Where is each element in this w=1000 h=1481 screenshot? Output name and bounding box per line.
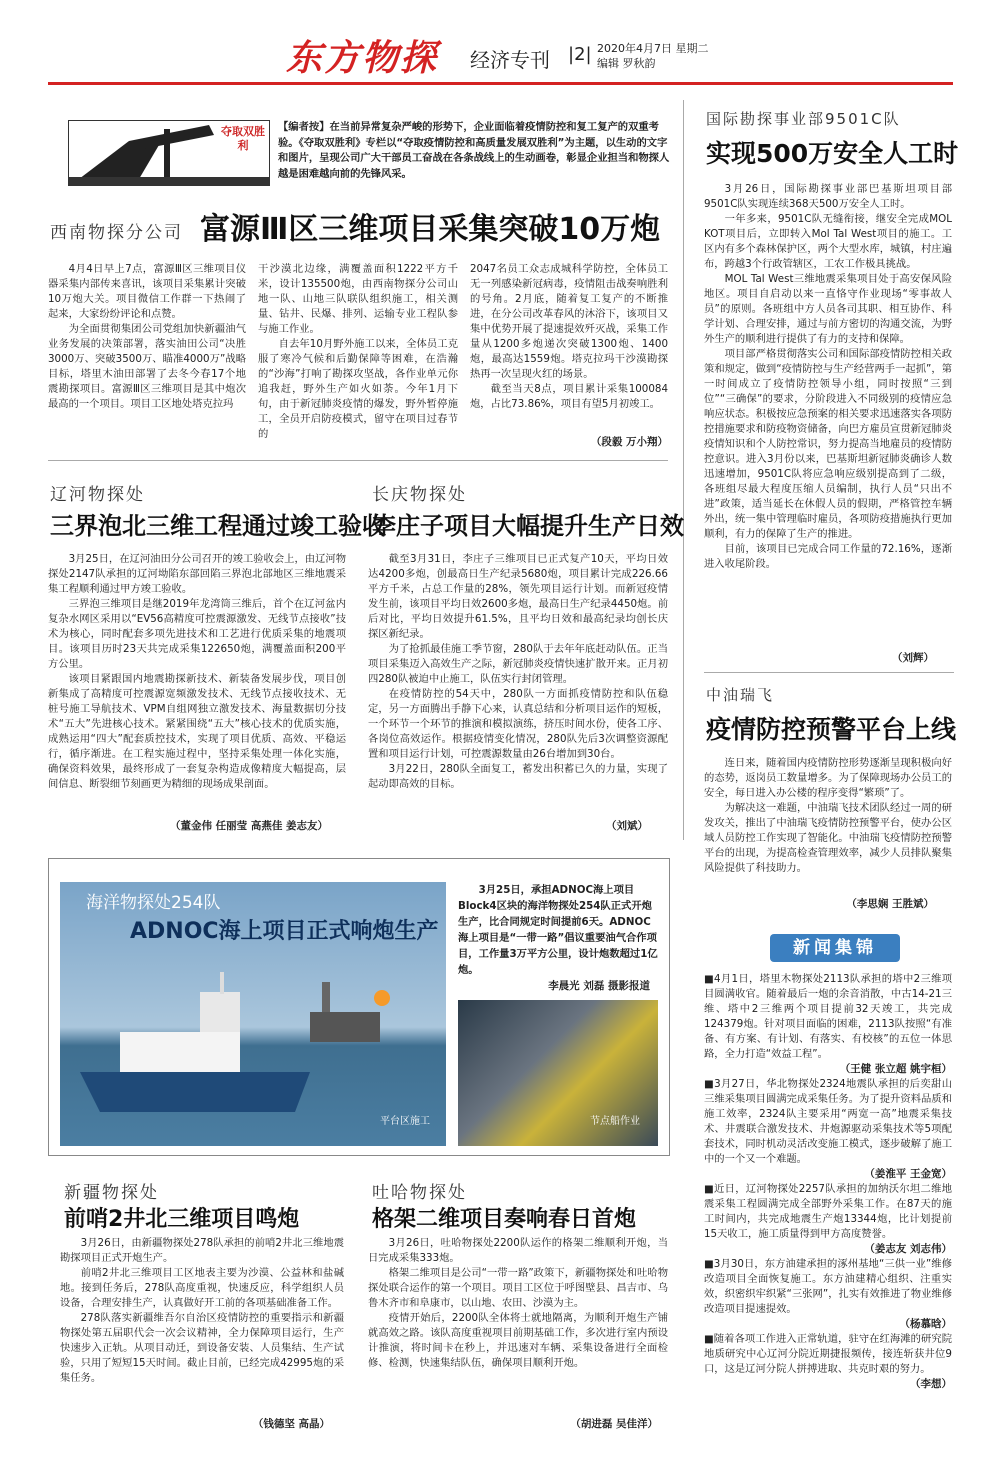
editor-note-logo-box [68, 120, 270, 186]
paragraph: 自去年10月野外施工以来，全体员工克服了寒冷气候和后勤保障等困难，在浩瀚的“沙海”打响了勘探攻坚战，各作业单元你追我赶，野外生产如火如荼。今年1月下旬，由于新冠肺炎疫情的爆发，野外暂停施工，全员开启防疫模式，留守在项目过春节的 [258, 338, 458, 440]
changqing-headline: 李庄子项目大幅提升生产日效 [372, 512, 684, 540]
changqing-section: 长庆物探处 [372, 485, 467, 505]
news-roundup-list [704, 972, 952, 1392]
list-item: ■4月1日，塔里木物探处2113队承担的塔中2三维项目圆满收官。随着最后一炮的余音消散，中古14-21三维、塔中2三维两个项目提前32天竣工，共完成124379炮。针对项目面临的困难，2113队按照“有准备、有方案、有计划、有落实、有校核”的五位一体思路，全力打造“效益工程”。 （王健 张立超 姚宇桓） [704, 973, 952, 1075]
list-item: ■3月30日，东方油建承担的涿州基地“三供一业”维修改造项目全面恢复施工。东方油建精心组织、注重实效，织密织牢织紧“三张网”，扎实有效推进了物业维修改造项目提速提效。 （杨慕晗） [704, 1258, 952, 1330]
news-roundup-banner: 新闻集锦 [770, 934, 900, 962]
changqing-credit: （刘斌） [606, 820, 648, 832]
divider [48, 460, 668, 461]
paragraph: 3月26日，由新疆物探处278队承担的前哨2井北三维地震勘探项目正式开炮生产。 [60, 1237, 344, 1264]
ruifei-section: 中油瑞飞 [706, 686, 775, 704]
paragraph: 目前，该项目已完成合同工作量的72.16%，逐渐进入收尾阶段。 [704, 543, 952, 570]
list-item: ■近日，辽河物探处2257队承担的加纳沃尔坦二维地震采集工程圆满完成全部野外采集工作。在87天的施工时间内，共完成地震生产炮13344炮，比计划提前15天收工，施工质量得到甲方高度赞誉。 （姜志友 刘志伟） [704, 1183, 952, 1255]
paragraph: 278队落实新疆维吾尔自治区疫情防控的重要指示和新疆物探处第五届职代会一次会议精神，全力保障项目运行，生产快速步入正轨。从项目动迁，到设备安装、人员集结、生产试验，只用了短短15天时间。截止目前，已经完成42995炮的采集任务。 [60, 1312, 344, 1384]
fuyuan-col-2 [258, 262, 458, 442]
xinjiang-headline: 前哨2井北三维项目鸣炮 [64, 1207, 300, 1232]
paragraph: 截至3月31日，李庄子三维项目已正式复产10天，平均日效达4200多炮，创最高日生产纪录5680炮，项目累计完成226.66平方千米，占总工作量的28%，领先项目运行计划。而新冠疫情发生前，该项目平均日效2600多炮，最高日生产纪录4450炮。前后对比，平均日效提升61.5%，且平均日效和最高纪录均创长庆探区新纪录。 [368, 553, 668, 640]
paragraph: 三界泡三维项目是继2019年龙湾筒三维后，首个在辽河盆内复杂水网区采用以“EV56高精度可控震源激发、无线节点接收”技术为核心，同时配套多项先进技术和工艺进行优质采集的地震项目。该项目历时23天共完成采集122650炮，满覆盖面积200平方公里。 [48, 598, 346, 670]
paragraph: 连日来，随着国内疫情防控形势逐渐呈现积极向好的态势，返岗员工数量增多。为了保障现场办公员工的安全，每日进入办公楼的程序变得“繁琐”了。 [704, 757, 952, 799]
photo-caption-platform: 平台区施工 [380, 1116, 430, 1127]
fuyuan-credit: （段毅 万小翔） [590, 436, 668, 448]
paragraph: 疫情开始后，2200队全体将士就地隔离，为顺利开炮生产铺就高效之路。该队高度重视项目前期基础工作，多次进行室内预设计推演，将时间卡在秒上，并迅速对车辆、采集设备进行全面检修、检测，快速集结队伍，确保项目顺利开炮。 [368, 1312, 668, 1369]
adnoc-section: 海洋物探处254队 [86, 893, 221, 913]
changqing-body [368, 552, 668, 792]
paragraph: 3月26日，国际勘探事业部巴基斯坦项目部9501C队实现连续368天500万安全人工时。 [704, 183, 952, 210]
paragraph: 一年多来，9501C队无缝衔接，继安全完成MOL KOT项目后，立即转入Mol Tal West项目的施工。工区内有多个森林保护区，两个大型水库，城镇，村庄遍布，跨越3个行政管辖区，工农工作极具挑战。 [704, 213, 952, 270]
paragraph: 该项目紧跟国内地震勘探新技术、新装备发展步伐，项目创新集成了高精度可控震源宽频激发技术、无线节点接收技术、无桩号施工导航技术、VPM自组网独立激发技术、海量数据切分技术“五大”先进核心技术。紧紧围绕“五大”核心技术的优质实施，成熟运用“四大”配套质控技术，实现了项目优质、高效、平稳运行，循序渐进。在工程实施过程中，坚持采集处理一体化实施，确保资料效果，最终形成了一套复杂构造成像精度大幅提高，层间信息、断裂细节刻画更为精细的现场成果剖面。 [48, 673, 346, 790]
mol-section: 国际勘探事业部9501C队 [706, 110, 901, 128]
issue-date [597, 41, 709, 71]
list-item: ■随着各项工作进入正常轨道，驻守在红海滩的研究院地质研究中心辽河分院近期捷报频传，接连斩获井位9口，这是辽河分院人拼搏进取、共克时艰的努力。 （李想） [704, 1333, 952, 1390]
paragraph: 4月4日早上7点，富源Ⅲ区三维项目仪器采集内部传来喜讯，该项目采集累计突破10万炮大关。项目微信工作群一下热闹了起来，大家纷纷评论和点赞。 [48, 263, 246, 320]
double-victory-logo: 夺取双胜利 [221, 125, 265, 152]
paragraph: 为全面贯彻集团公司党组加快新疆油气业务发展的决策部署，落实油田公司“决胜3000万、突破3500万、瞄准4000万”战略目标，塔里木油田部署了去冬今春17个地震勘探项目。富源Ⅲ区三维项目是其中炮次最高的一个项目。项目工区地处塔克拉玛 [48, 323, 246, 410]
paragraph: 截至当天8点，项目累计采集100084炮，占比73.86%，项目有望5月初竣工。 [470, 383, 668, 410]
paragraph: 在疫情防控的54天中，280队一方面抓疫情防控和队伍稳定，另一方面腾出手静下心来，认真总结和分析项目运作的短板，一个环节一个环节的推演和模拟演练，挤压时间水份，使各工序、各岗位高效运作。根据疫情变化情况，280队先后3次调整资源配置和项目运行计划，可控震源数量由26台增加到30台。 [368, 688, 668, 760]
column-divider [683, 100, 684, 840]
xinjiang-credit: （钱德坚 高晶） [252, 1418, 330, 1430]
editor-text: 编辑 罗秋韵 [597, 57, 656, 70]
paragraph: MOL Tal West三维地震采集项目处于高安保风险地区。项目自启动以来一直恪守作业现场“零事故人员”的原则。各班组中方人员各司其职、相互协作、科学计划、合理安排，通过与前方密切的沟通交流，为野外生产的顺利进行提供了有力的支持和保障。 [704, 273, 952, 345]
photo-caption-node: 节点船作业 [590, 1116, 640, 1127]
adnoc-headline: ADNOC海上项目正式响炮生产 [130, 919, 439, 944]
page-number: |2| [568, 44, 592, 65]
mol-body [704, 182, 952, 572]
tuha-headline: 格架二维项目奏响春日首炮 [372, 1207, 637, 1232]
adnoc-text: 3月25日，承担ADNOC海上项目Block4区块的海洋物探处254队正式开炮生产，比合同规定时间提前6天。ADNOC海上项目是“一带一路”倡议重要油气合作项目，工作量3万平方公里，设计炮数超过1亿炮。 [458, 884, 658, 976]
paragraph: 干沙漠北边缘，满覆盖面积1222平方千米，设计135500炮，由西南物探分公司山地一队、山地三队联队组织施工，相关测量、钻井、民爆、排列、运输专业工程队参与施工作业。 [258, 263, 458, 335]
editor-note: 【编者按】在当前异常复杂严峻的形势下，企业面临着疫情防控和复工复产的双重考验。《夺取双胜利》专栏以“夺取疫情防控和高质量发展双胜利”为主题，以生动的文字和图片，呈现公司广大干部员工奋战在各条战线上的生动画卷，彰显企业担当和物探人越是困难越向前的先锋风采。 [278, 121, 670, 180]
liaohe-body [48, 552, 346, 792]
fuyuan-headline: 富源Ⅲ区三维项目采集突破10万炮 [200, 212, 661, 247]
paragraph: 3月25日，在辽河油田分公司召开的竣工验收会上，由辽河物探处2147队承担的辽河坳陷东部回陷三界泡北部地区三维地震采集工程顺利通过甲方竣工验收。 [48, 553, 346, 595]
liaohe-headline: 三界泡北三维工程通过竣工验收 [50, 512, 386, 540]
xinjiang-body [60, 1236, 344, 1386]
paragraph: 2047名员工众志成城科学防控，全体员工无一列感染新冠病毒，疫情阻击战奏响胜利的号角。2月底，随着复工复产的不断推进，在分公司改革春风的沐浴下，该项目又集中优势开展了提速提效歼灭战，采集工作量从1200多炮递次突破1300炮、1400炮，最高达1559炮。塔克拉玛干沙漠勘探热再一次呈现火红的场景。 [470, 263, 668, 380]
fuyuan-col-3 [470, 262, 668, 412]
masthead-rule [48, 82, 953, 85]
ruifei-headline: 疫情防控预警平台上线 [706, 715, 957, 744]
paragraph: 前哨2井北三维项目工区地表主要为沙漠、公益林和盐碱地。接到任务后，278队高度重视，快速反应，科学组织人员设备，合理安排生产，认真做好开工前的各项基础准备工作。 [60, 1267, 344, 1309]
tuha-section: 吐哈物探处 [372, 1183, 467, 1203]
paragraph: 3月22日，280队全面复工，蓄发出积蓄已久的力量，实现了起动即高效的目标。 [368, 763, 668, 790]
date-text: 2020年4月7日 星期二 [597, 42, 709, 55]
paragraph: 格架二维项目是公司“一带一路”政策下，新疆物探处和吐哈物探处联合运作的第一个项目。项目工区位于呼图壁县、昌吉市、乌鲁木齐市和阜康市，以山地、农田、沙漠为主。 [368, 1267, 668, 1309]
paragraph: 3月26日，吐哈物探处2200队运作的格架二维顺利开炮，当日完成采集333炮。 [368, 1237, 668, 1264]
mol-headline: 实现500万安全人工时 [706, 139, 959, 168]
divider [704, 672, 954, 673]
ruifei-credit: （李思娴 王胜斌） [846, 898, 934, 910]
fuyuan-section: 西南物探分公司 [50, 223, 183, 243]
issue-name: 经济专刊 [470, 48, 550, 72]
fuyuan-col-1 [48, 262, 246, 412]
adnoc-credit: 李晨光 刘磊 摄影报道 [548, 980, 650, 992]
xinjiang-section: 新疆物探处 [64, 1183, 159, 1203]
list-item: ■3月27日，华北物探处2324地震队承担的后奕甜山三维采集项目圆满完成采集任务。为了提升资料品质和施工效率，2324队主要采用“两宽一高”地震采集技术、井震联合激发技术、井炮源驱动采集技术等5项配套技术，同时机动灵活改变施工模式，逐步破解了施工中的一个又一个难题。 （姜淮平 王金宽） [704, 1078, 952, 1180]
tuha-body [368, 1236, 668, 1371]
tuha-credit: （胡进磊 吴佳洋） [570, 1418, 658, 1430]
mol-credit: （刘辉） [892, 652, 934, 664]
paragraph: 为了抢抓最佳施工季节窗，280队于去年年底赶动队伍。正当项目采集迈入高效生产之际，新冠肺炎疫情快速扩散开来。正月初四280队被迫中止施工，队伍实行封闭管理。 [368, 643, 668, 685]
liaohe-section: 辽河物探处 [50, 485, 145, 505]
liaohe-credit: （董金伟 任丽莹 高燕佳 姜志友） [170, 820, 328, 832]
newspaper-title: 东方物探 [286, 37, 439, 79]
ruifei-body [704, 756, 952, 876]
paragraph: 为解决这一难题，中油瑞飞技术团队经过一周的研发攻关，推出了中油瑞飞疫情防控预警平台，使办公区域人员防控工作实现了智能化。中油瑞飞疫情防控预警平台的出现，为提高检查管理效率，减少人员排队聚集风险提供了科技助力。 [704, 802, 952, 874]
paragraph: 项目部严格贯彻落实公司和国际部疫情防控相关政策和规定，做到“疫情防控与生产经营两手一起抓”，第一时间成立了疫情防控领导小组，同时按照“三到位”“三确保”的要求，分阶段进入不同级别的疫情应急响应状态。积极按应急预案的相关要求迅速落实各项防控措施要求和防疫物资储备，向巴方雇员宣贯新冠肺炎疫情知识和个人防控常识，努力提高当地雇员的疫情防控意识。进入3月份以来，巴基斯坦新冠肺炎确诊人数迅速增加，9501C队将应急响应级别提高到了二级，各班组尽最大程度压缩人员编制，执行人员“只出不进”政策，适当延长在休假人员的假期，严格管控车辆外出，统一集中管理临时雇员，各项防疫措施执行更加顺利，有力的保障了生产的推进。 [704, 348, 952, 540]
